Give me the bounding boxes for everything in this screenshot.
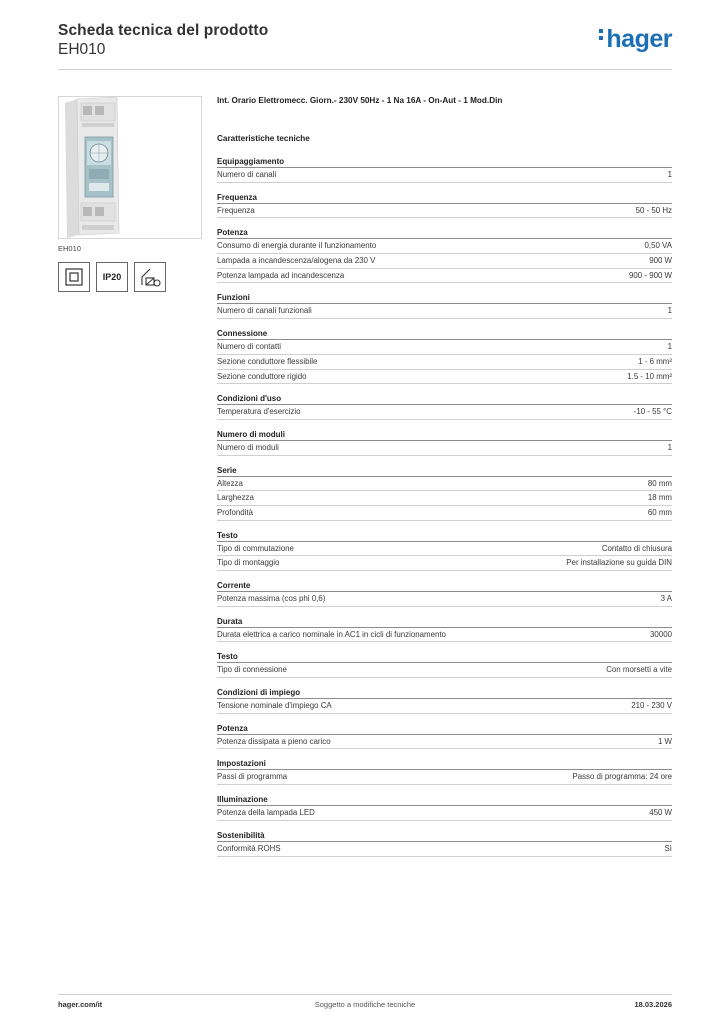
product-description: Int. Orario Elettromecc. Giorn.- 230V 50Hz - 1 Na 16A - On-Aut - 1 Mod.Din bbox=[217, 96, 503, 105]
spec-label: Durata elettrica a carico nominale in AC1 in cicli di funzionamento bbox=[217, 629, 446, 639]
spec-section bbox=[217, 465, 672, 521]
spec-row bbox=[217, 592, 672, 607]
spec-label: Tensione nominale d'impiego CA bbox=[217, 701, 332, 711]
spec-value: 1 - 6 mm² bbox=[638, 356, 672, 366]
footer-date: 18.03.2026 bbox=[634, 1000, 672, 1009]
spec-row bbox=[217, 370, 672, 385]
spec-section-title: Testo bbox=[217, 530, 672, 542]
page-header bbox=[58, 22, 672, 70]
spec-section bbox=[217, 794, 672, 821]
spec-row bbox=[217, 477, 672, 492]
spec-value: 1 bbox=[667, 170, 672, 179]
ip-rating-icon: IP20 bbox=[96, 262, 128, 292]
spec-row bbox=[217, 556, 672, 571]
spec-row bbox=[217, 204, 672, 219]
spec-value: 1.5 - 10 mm² bbox=[627, 371, 672, 381]
spec-value: 450 W bbox=[649, 808, 672, 818]
spec-section-title: Equipaggiamento bbox=[217, 156, 672, 168]
spec-label: Numero di moduli bbox=[217, 442, 279, 452]
spec-label: Potenza della lampada LED bbox=[217, 808, 315, 818]
spec-row bbox=[217, 355, 672, 370]
document-title: Scheda tecnica del prodotto bbox=[58, 22, 269, 39]
spec-value: 210 - 230 V bbox=[631, 701, 672, 711]
spec-section bbox=[217, 723, 672, 750]
spec-value: 1 bbox=[667, 306, 672, 316]
spec-section-title: Serie bbox=[217, 465, 672, 477]
spec-value: Passo di programma: 24 ore bbox=[572, 772, 672, 782]
spec-value: 1 bbox=[667, 342, 672, 352]
spec-value: -10 - 55 °C bbox=[633, 407, 672, 417]
spec-row bbox=[217, 770, 672, 785]
spec-value: 900 W bbox=[649, 256, 672, 266]
spec-label: Potenza dissipata a pieno carico bbox=[217, 736, 331, 746]
page-footer bbox=[58, 994, 672, 1014]
spec-label: Profondità bbox=[217, 507, 253, 517]
spec-row bbox=[217, 735, 672, 750]
hager-logo bbox=[599, 25, 672, 54]
product-image bbox=[58, 96, 202, 239]
spec-section bbox=[217, 227, 672, 283]
footer-notice: Soggetto a modifiche tecniche bbox=[314, 1000, 416, 1009]
spec-value: Contatto di chiusura bbox=[601, 543, 672, 553]
spec-section bbox=[217, 580, 672, 607]
spec-row bbox=[217, 842, 672, 857]
spec-row bbox=[217, 304, 672, 319]
spec-value: 0,50 VA bbox=[644, 241, 672, 251]
spec-section-title: Testo bbox=[217, 651, 672, 663]
spec-label: Temperatura d'esercizio bbox=[217, 407, 301, 417]
footer-website: hager.com/it bbox=[58, 1000, 103, 1009]
certification-icons bbox=[58, 262, 166, 292]
spec-section bbox=[217, 192, 672, 219]
spec-row bbox=[217, 506, 672, 521]
spec-value: Sì bbox=[664, 843, 672, 853]
spec-value: 50 - 50 Hz bbox=[635, 205, 672, 215]
spec-value: 30000 bbox=[650, 629, 672, 639]
spec-label: Numero di contatti bbox=[217, 342, 282, 352]
spec-label: Lampada a incandescenza/alogena da 230 V bbox=[217, 256, 376, 266]
spec-section-title: Illuminazione bbox=[217, 794, 672, 806]
spec-label: Larghezza bbox=[217, 493, 254, 503]
spec-section-title: Durata bbox=[217, 616, 672, 628]
spec-section bbox=[217, 429, 672, 456]
spec-value: 1 W bbox=[657, 736, 672, 746]
spec-section-title: Impostazioni bbox=[217, 758, 672, 770]
spec-section-title: Numero di moduli bbox=[217, 429, 672, 441]
logo-text: hager bbox=[606, 25, 672, 53]
spec-label: Conformità ROHS bbox=[217, 843, 281, 853]
spec-value: Con morsetti a vite bbox=[606, 665, 672, 675]
spec-section-title: Frequenza bbox=[217, 192, 672, 204]
spec-label: Altezza bbox=[217, 478, 243, 488]
spec-value: 18 mm bbox=[647, 493, 672, 503]
technical-content bbox=[217, 96, 672, 866]
spec-section bbox=[217, 616, 672, 643]
technical-characteristics-title: Caratteristiche tecniche bbox=[217, 134, 310, 143]
spec-label: Sezione conduttore flessibile bbox=[217, 356, 318, 366]
spec-row bbox=[217, 405, 672, 420]
double-insulation-icon bbox=[58, 262, 90, 292]
spec-section-title: Potenza bbox=[217, 723, 672, 735]
spec-section-title: Condizioni di impiego bbox=[217, 687, 672, 699]
spec-row bbox=[217, 699, 672, 714]
spec-row bbox=[217, 239, 672, 254]
spec-label: Consumo di energia durante il funzionamento bbox=[217, 241, 377, 251]
spec-label: Passi di programma bbox=[217, 772, 288, 782]
spec-section bbox=[217, 830, 672, 857]
spec-section bbox=[217, 687, 672, 714]
spec-row bbox=[217, 542, 672, 557]
spec-value: 900 - 900 W bbox=[629, 270, 672, 280]
spec-section-title: Potenza bbox=[217, 227, 672, 239]
spec-section-title: Corrente bbox=[217, 580, 672, 592]
spec-section bbox=[217, 530, 672, 571]
spec-row bbox=[217, 806, 672, 821]
spec-label: Frequenza bbox=[217, 205, 255, 215]
spec-row bbox=[217, 491, 672, 506]
spec-row bbox=[217, 441, 672, 456]
spec-section bbox=[217, 156, 672, 183]
spec-section bbox=[217, 758, 672, 785]
spec-section-title: Funzioni bbox=[217, 292, 672, 304]
din-rail-mounting-icon bbox=[134, 262, 166, 292]
spec-section bbox=[217, 393, 672, 420]
spec-label: Tipo di commutazione bbox=[217, 543, 294, 553]
spec-label: Sezione conduttore rigido bbox=[217, 371, 307, 381]
spec-value: 1 bbox=[667, 442, 672, 452]
spec-section bbox=[217, 651, 672, 678]
spec-section-title: Connessione bbox=[217, 328, 672, 340]
logo-dots-icon bbox=[599, 26, 604, 43]
spec-label: Tipo di connessione bbox=[217, 665, 287, 675]
spec-row bbox=[217, 628, 672, 643]
spec-section bbox=[217, 328, 672, 384]
spec-sections bbox=[217, 156, 672, 857]
product-image-caption: EH010 bbox=[58, 244, 81, 253]
spec-row bbox=[217, 168, 672, 183]
spec-label: Potenza lampada ad incandescenza bbox=[217, 270, 345, 280]
spec-row bbox=[217, 254, 672, 269]
spec-label: Numero di canali funzionali bbox=[217, 306, 312, 316]
product-code: EH010 bbox=[58, 41, 106, 58]
timer-switch-image-icon bbox=[59, 97, 202, 239]
spec-value: Per installazione su guida DIN bbox=[566, 558, 672, 568]
spec-section-title: Sostenibilità bbox=[217, 830, 672, 842]
spec-label: Potenza massima (cos phi 0,6) bbox=[217, 594, 326, 603]
spec-value: 80 mm bbox=[647, 478, 672, 488]
spec-section-title: Condizioni d'uso bbox=[217, 393, 672, 405]
spec-row bbox=[217, 340, 672, 355]
spec-row bbox=[217, 269, 672, 284]
spec-label: Tipo di montaggio bbox=[217, 558, 280, 568]
spec-value: 3 A bbox=[660, 594, 672, 603]
spec-section bbox=[217, 292, 672, 319]
spec-value: 60 mm bbox=[647, 507, 672, 517]
spec-label: Numero di canali bbox=[217, 170, 277, 179]
spec-row bbox=[217, 663, 672, 678]
